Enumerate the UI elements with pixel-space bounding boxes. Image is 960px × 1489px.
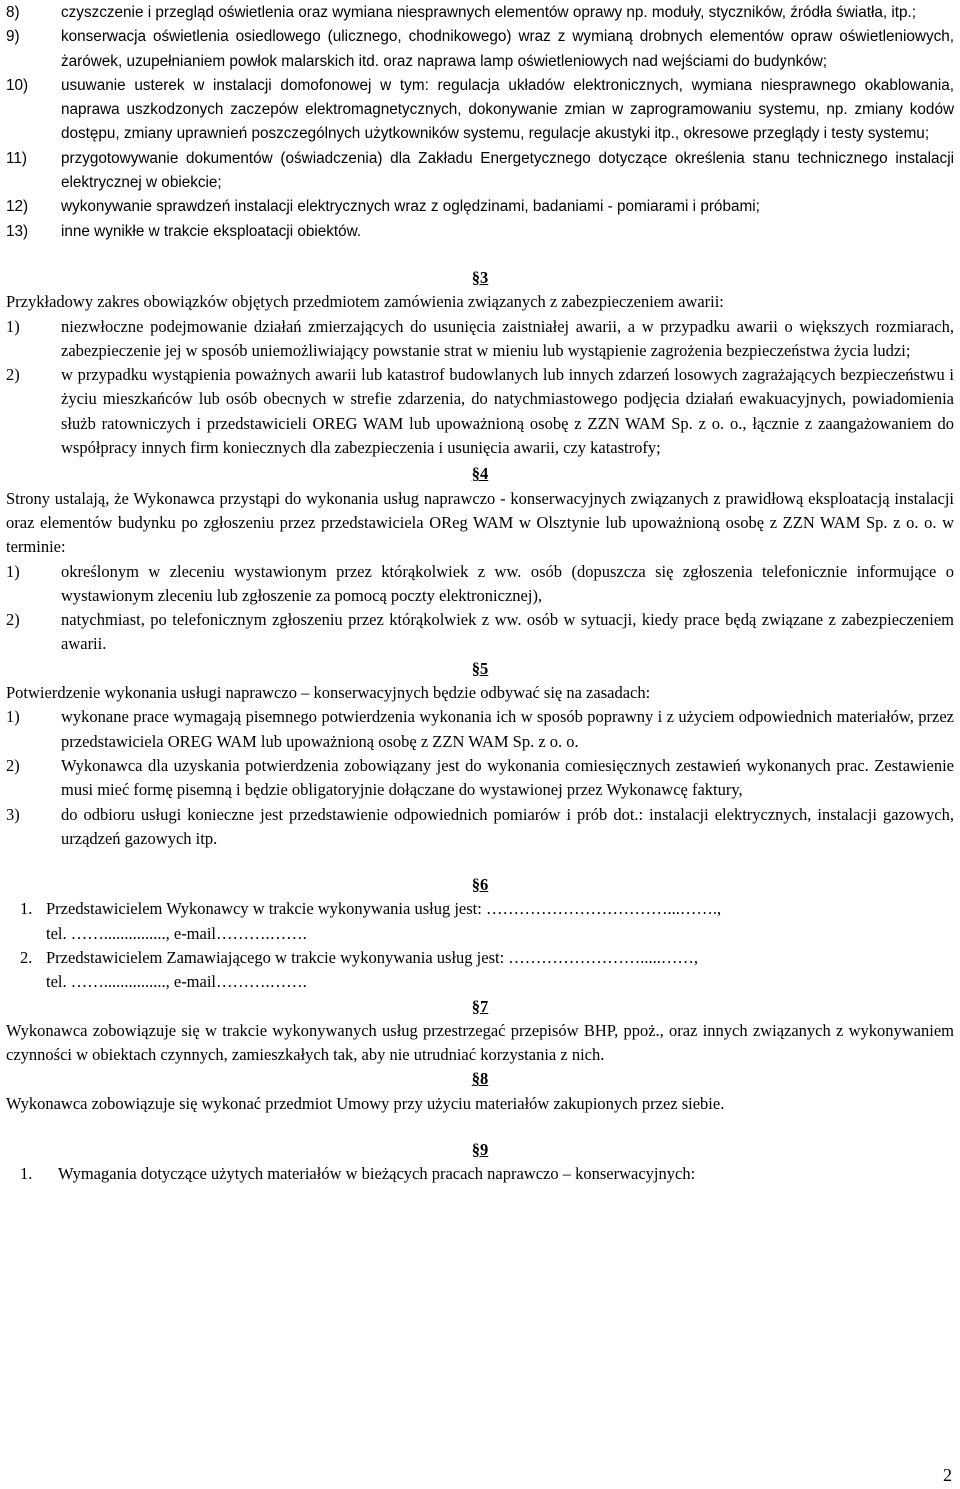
list-item: 1) niezwłoczne podejmowanie działań zmierzających do usunięcia zaistniałej awarii, a w przypadku awarii o większych rozmiarach, zabezpieczenie jej w sposób uniemożliwiający powstanie strat w mieniu lub wystąpienie zagrożenia bezpieczeństwa życia ludzi;: [6, 316, 954, 360]
section-8-text: Wykonawca zobowiązuje się wykonać przedmiot Umowy przy użyciu materiałów zakupionych przez siebie.: [6, 1093, 725, 1113]
list-item: 2. Przedstawicielem Zamawiającego w trakcie wykonywania usług jest: …………………….....……, tel. ……..............., e-mail……….…….: [20, 947, 699, 992]
page-number: 2: [943, 1464, 952, 1485]
list-item: 13) inne wynikłe w trakcie eksploatacji obiektów.: [6, 222, 362, 240]
section-3-intro: Przykładowy zakres obowiązków objętych przedmiotem zamówienia związanych z zabezpieczeniem awarii:: [6, 292, 724, 312]
list-item: 2) natychmiast, po telefonicznym zgłoszeniu przez którąkolwiek z ww. osób w sytuacji, kiedy prace będą związane z zabezpieczeniem awarii.: [6, 610, 954, 654]
list-item: 1. Wymagania dotyczące użytych materiałów w bieżących pracach naprawczo – konserwacyjnych:: [20, 1164, 696, 1184]
list-item: 2) Wykonawca dla uzyskania potwierdzenia zobowiązany jest do wykonania comiesięcznych zestawień wykonanych prac. Zestawienie musi mieć formę pisemną i będzie obligatoryjnie dołączane do wystawionej przez Wykonawcę faktury,: [6, 755, 954, 800]
section-4-intro: Strony ustalają, że Wykonawca przystąpi do wykonania usług naprawczo - konserwacyjnych związanych z prawidłową eksploatacją instalacji oraz elementów budynku po zgłoszeniu przez przedstawiciela OReg WAM w Olsztynie lub upoważnioną osobę z ZZN WAM Sp. z o. o. w terminie:: [6, 488, 954, 557]
section-5-intro: Potwierdzenie wykonania usługi naprawczo – konserwacyjnych będzie odbywać się na zasadach:: [6, 683, 651, 703]
list-item: 8) czyszczenie i przegląd oświetlenia oraz wymiana niesprawnych elementów oprawy np. moduły, styczników, źródła światła, itp.;: [6, 4, 917, 21]
list-item: 9) konserwacja oświetlenia osiedlowego (ulicznego, chodnikowego) wraz z wymianą drobnych elementów opraw oświetleniowych, żarówek, uzupełnianiem powłok malarskich itd. oraz naprawa lamp oświetleniowych nad wejściami do budynków;: [6, 28, 954, 70]
section-heading-7: §7: [471, 996, 489, 1016]
section-heading-6: §6: [471, 875, 489, 895]
list-item: 10) usuwanie usterek w instalacji domofonowej w tym: regulacja układów elektronicznych, wymiana niesprawnego okablowania, naprawa uszkodzonych zaczepów elektromagnetycznych, dokonywanie zmian w zaprogramowaniu systemu, np. zmiany kodów dostępu, zmiany uprawnień poszczególnych użytkowników systemu, regulacje akustyki itp., okresowe przeglądy i testy systemu;: [6, 76, 954, 143]
list-item: 1) wykonane prace wymagają pisemnego potwierdzenia wykonania ich w sposób poprawny i z użyciem odpowiednich materiałów, przez przedstawiciela OREG WAM lub upoważnioną osobę z ZZN WAM Sp. z o. o.: [6, 707, 954, 751]
section-heading-4: §4: [471, 464, 489, 484]
section-heading-3: §3: [471, 267, 489, 287]
section-heading-5: §5: [471, 658, 489, 678]
top-list: [6, 1, 954, 244]
section-5-list: [6, 705, 954, 851]
list-item: 2) w przypadku wystąpienia poważnych awarii lub katastrof budowlanych lub innych zdarzeń losowych zagrażających bezpieczeństwu i życiu mieszkańców lub osób obecnych w strefie zdarzenia, do natychmiastowego podjęcia działań ewakuacyjnych, powiadomienia służb ratowniczych i przedstawicieli OREG WAM lub upoważnioną osobę z ZZN WAM Sp. z o. o., łącznie z zaangażowaniem do współpracy innych firm koniecznych dla zabezpieczenia i usunięcia awarii, czy katastrofy;: [6, 365, 954, 458]
list-item: 12) wykonywanie sprawdzeń instalacji elektrycznych wraz z oględzinami, badaniami - pomiarami i próbami;: [6, 198, 760, 216]
section-4-list: [6, 560, 954, 657]
section-6-list: [6, 897, 954, 994]
list-item: 1) określonym w zleceniu wystawionym przez którąkolwiek z ww. osób (dopuszcza się zgłoszenia telefonicznie informujące o wystawionym zleceniu lub zgłoszenie za pomocą poczty elektronicznej),: [6, 561, 954, 605]
list-item: 11) przygotowywanie dokumentów (oświadczenia) dla Zakładu Energetycznego dotyczące określenia stanu technicznego instalacji elektrycznej w obiekcie;: [6, 149, 954, 192]
list-item: 3) do odbioru usługi konieczne jest przedstawienie odpowiednich pomiarów i prób dot.: instalacji elektrycznych, instalacji gazowych, urządzeń gazowych itp.: [6, 804, 954, 848]
section-heading-8: §8: [471, 1069, 489, 1089]
document-page: [0, 1, 960, 1489]
section-9-list: [6, 1162, 954, 1186]
section-heading-9: §9: [471, 1140, 489, 1160]
list-item: 1. Przedstawicielem Wykonawcy w trakcie wykonywania usług jest: ……………………………...……., tel. ……..............., e-mail……….…….: [20, 899, 722, 943]
section-7-text: Wykonawca zobowiązuje się w trakcie wykonywanych usług przestrzegać przepisów BHP, ppoż., oraz innych związanych z wykonywaniem czynności w obiektach czynnych, zamieszkałych tak, aby nie utrudniać korzystania z nich.: [6, 1020, 954, 1065]
section-3-list: [6, 315, 954, 461]
